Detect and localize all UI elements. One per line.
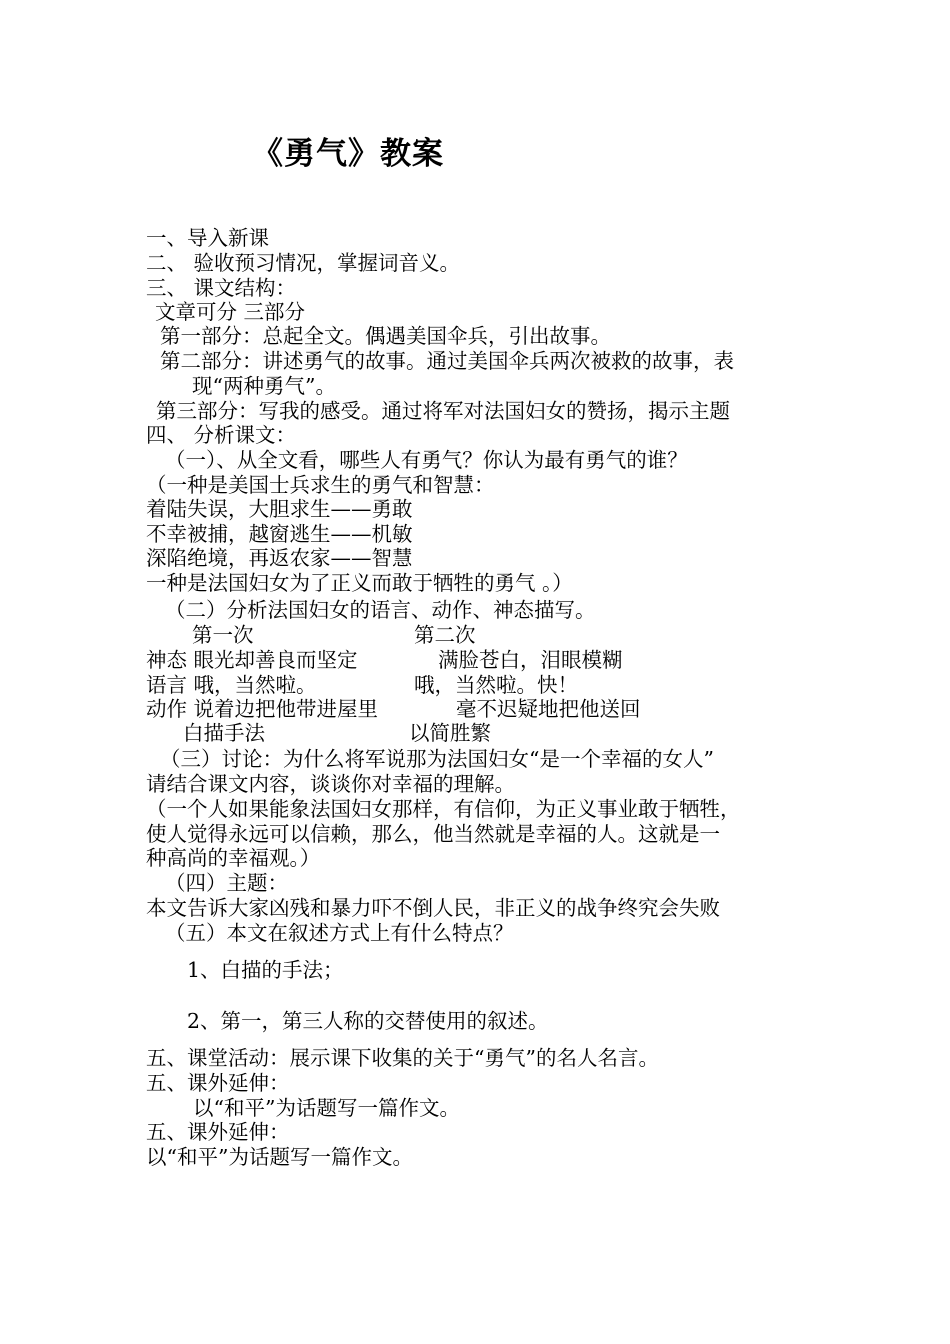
compare-speech-first: 语言 哦，当然啦。 (146, 673, 317, 697)
technique-label: 白描手法 (183, 721, 265, 745)
compare-header-first: 第一次 (192, 623, 254, 647)
answer-3-line-3: 种高尚的幸福观。） (146, 846, 321, 870)
compare-action-second: 毫不迟疑地把他送回 (456, 697, 641, 721)
compare-action-first: 动作 说着边把他带进屋里 (146, 697, 379, 721)
answer-1-line-1: （一种是美国士兵求生的勇气和智慧： (146, 473, 495, 497)
question-3: （三）讨论：为什么将军说那为法国妇女“是一个幸福的女人” (160, 747, 714, 771)
extension-heading-2: 五、课外延伸： (146, 1120, 290, 1144)
extension-task-1: 以“和平”为话题写一篇作文。 (193, 1096, 460, 1120)
question-5: （五）本文在叙述方式上有什么特点？ (165, 921, 514, 945)
document-title: 《勇气》教案 (252, 136, 444, 172)
answer-1-line-5: 一种是法国妇女为了正义而敢于牺牲的勇气 。） (146, 571, 573, 595)
structure-part-2: 第二部分：讲述勇气的故事。通过美国伞兵两次被救的故事，表 (160, 349, 734, 373)
question-1: （一）、从全文看，哪些人有勇气？你认为最有勇气的谁？ (165, 448, 688, 472)
compare-expression-second: 满脸苍白，泪眼模糊 (438, 648, 623, 672)
question-2: （二）分析法国妇女的语言、动作、神态描写。 (165, 598, 596, 622)
structure-intro: 文章可分 三部分 (155, 300, 306, 324)
feature-1: 1、白描的手法； (187, 958, 344, 982)
section-4-heading: 四、 分析课文： (146, 423, 297, 447)
answer-1-line-2: 着陆失误，大胆求生——勇敢 (146, 497, 413, 521)
answer-1-line-3: 不幸被捕，越窗逃生——机敏 (146, 522, 413, 546)
section-3-heading: 三、 课文结构： (146, 276, 297, 300)
technique-summary: 以简胜繁 (409, 721, 491, 745)
feature-2: 2、第一，第三人称的交替使用的叙述。 (187, 1009, 549, 1033)
extension-task-2: 以“和平”为话题写一篇作文。 (146, 1145, 413, 1169)
structure-part-1: 第一部分：总起全文。偶遇美国伞兵，引出故事。 (160, 324, 611, 348)
theme-heading: （四）主题： (165, 871, 288, 895)
answer-3-line-2: 使人觉得永远可以信赖，那么，他当然就是幸福的人。这就是一 (146, 822, 720, 846)
theme-text: 本文告诉大家凶残和暴力吓不倒人民，非正义的战争终究会失败 (146, 896, 720, 920)
compare-speech-second: 哦，当然啦。快！ (414, 673, 578, 697)
answer-3-line-1: （一个人如果能象法国妇女那样，有信仰，为正义事业敢于牺牲， (146, 797, 741, 821)
structure-part-3: 第三部分：写我的感受。通过将军对法国妇女的赞扬，揭示主题 (156, 399, 730, 423)
section-1-heading: 一、导入新课 (146, 226, 269, 250)
compare-header-second: 第二次 (414, 623, 476, 647)
question-3-prompt: 请结合课文内容，谈谈你对幸福的理解。 (146, 772, 515, 796)
class-activity: 五、课堂活动：展示课下收集的关于“勇气”的名人名言。 (146, 1046, 659, 1070)
extension-heading-1: 五、课外延伸： (146, 1071, 290, 1095)
compare-expression-first: 神态 眼光却善良而坚定 (146, 648, 358, 672)
structure-part-2-cont: 现“两种勇气”。 (192, 374, 336, 398)
section-2-heading: 二、 验收预习情况，掌握词音义。 (146, 251, 461, 275)
answer-1-line-4: 深陷绝境，再返农家——智慧 (146, 546, 413, 570)
